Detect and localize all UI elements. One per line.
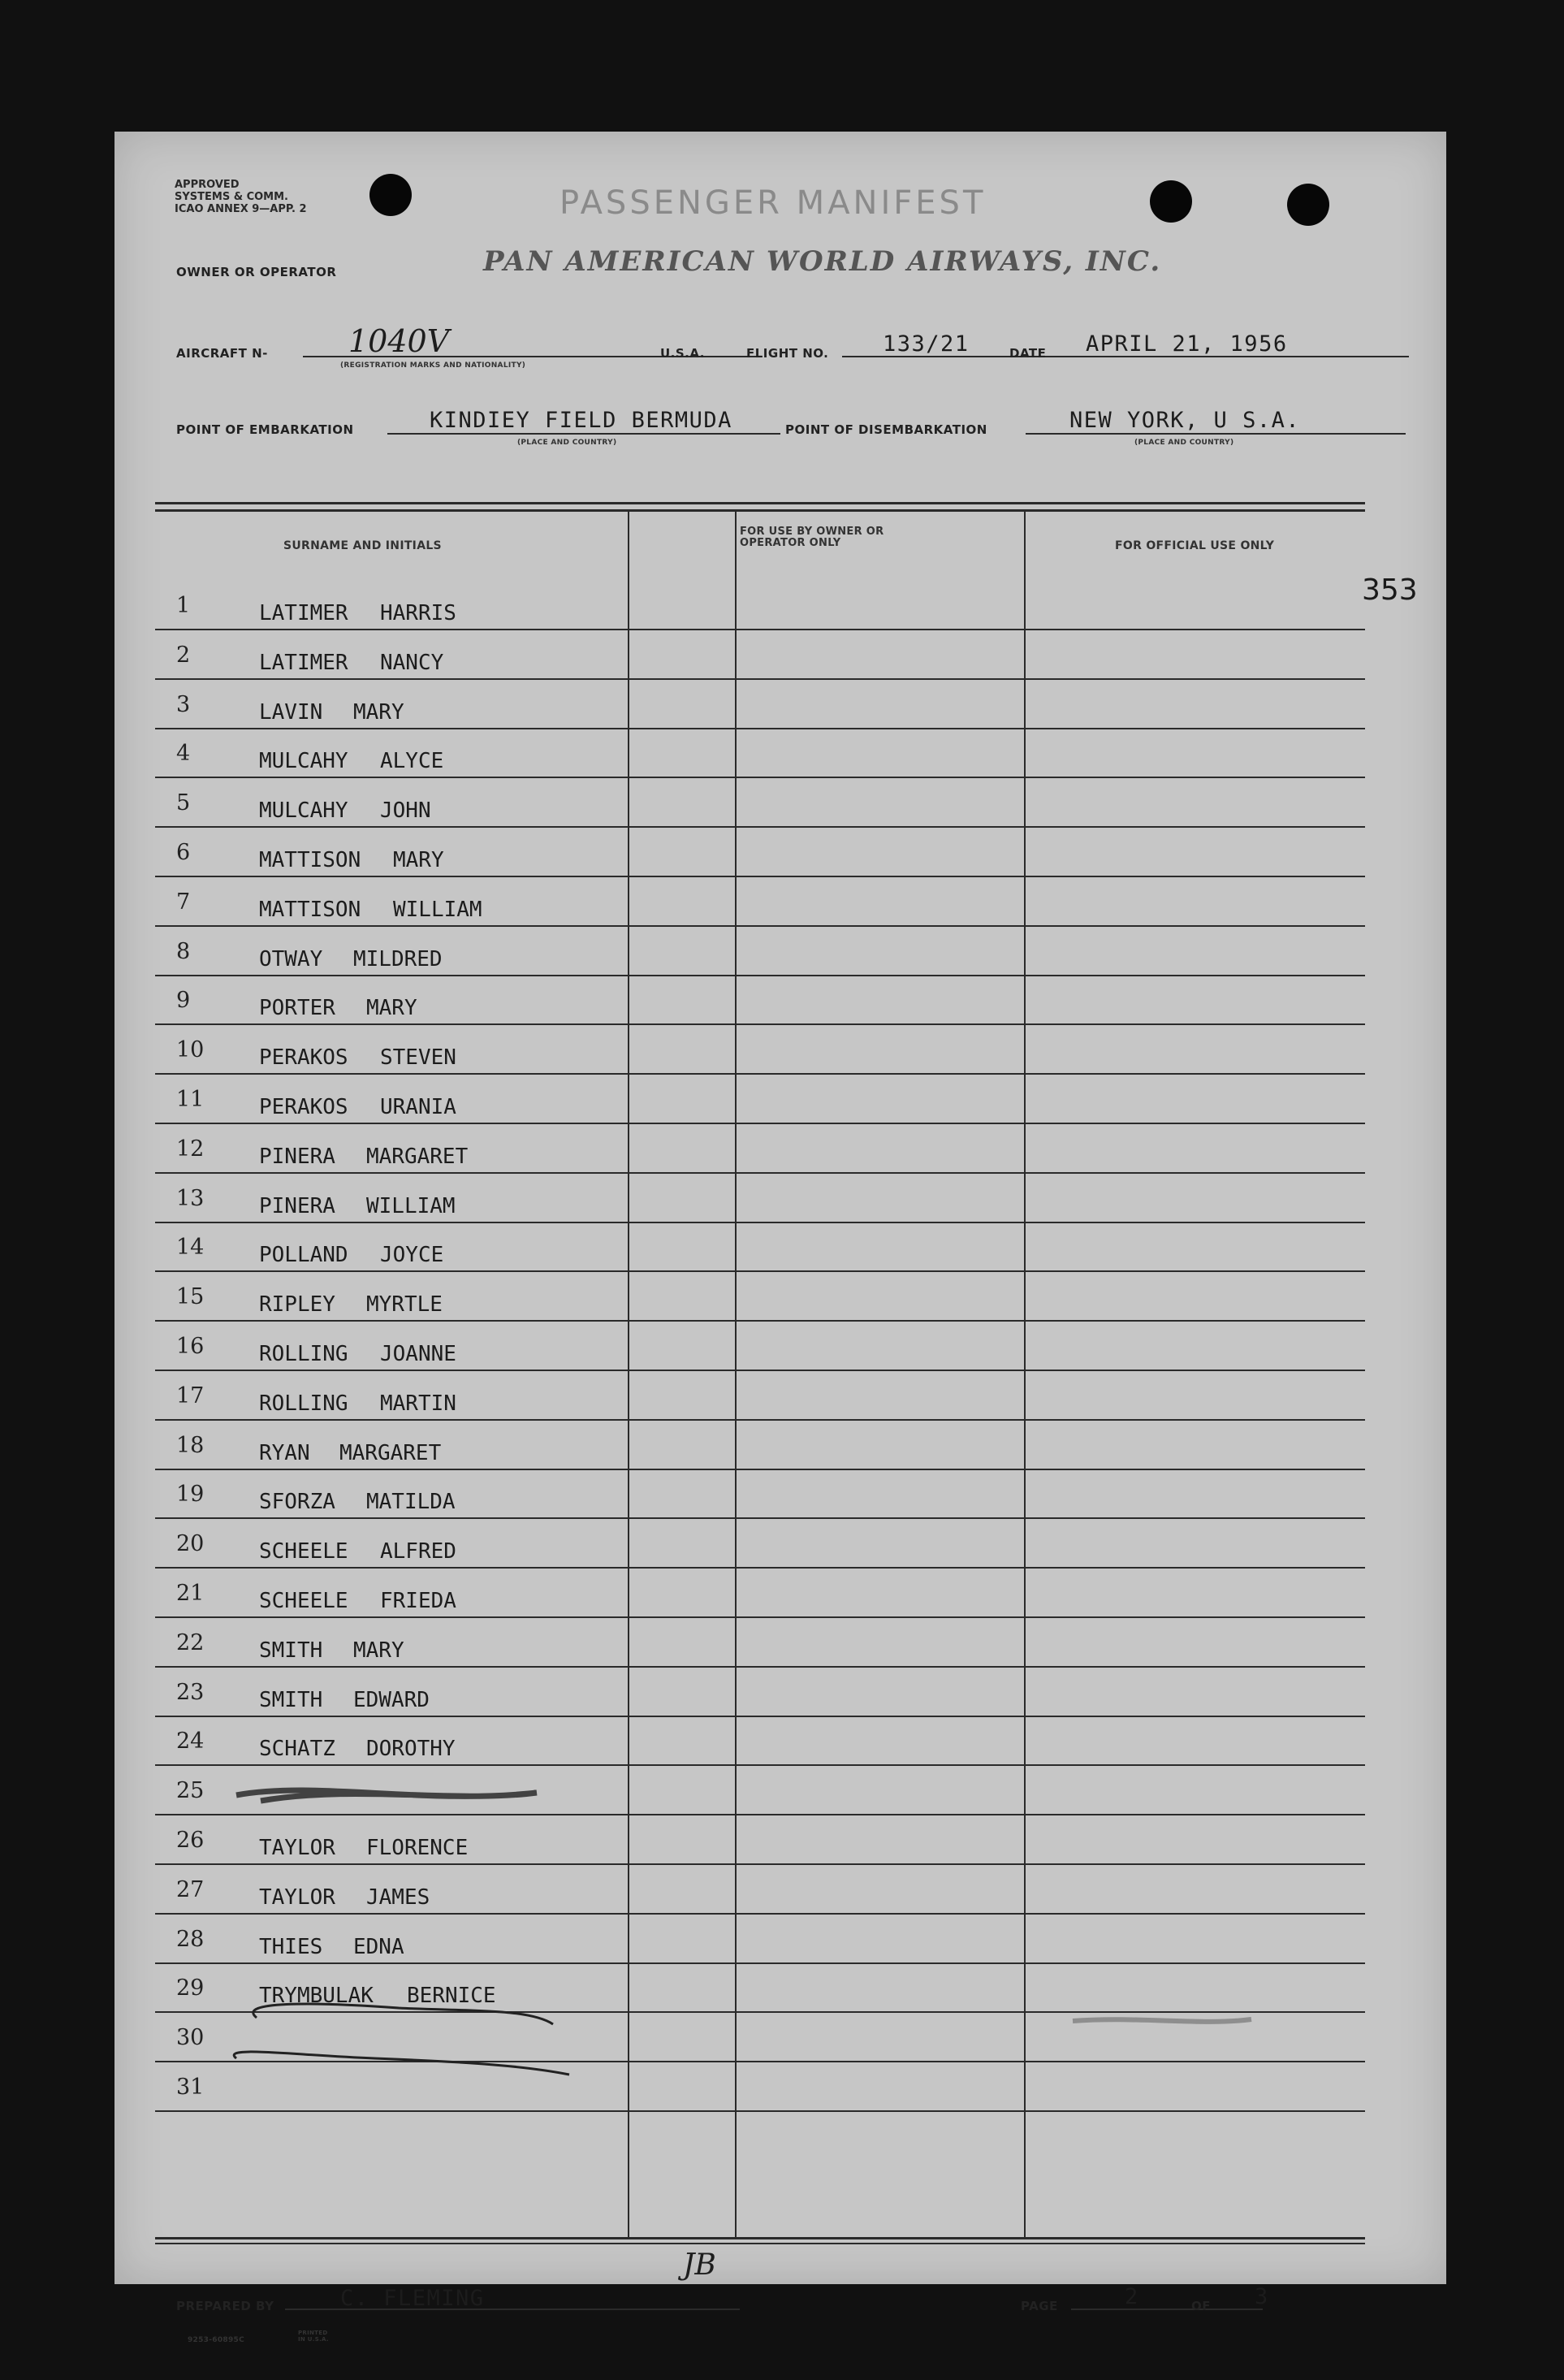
passenger-given-name: JOHN <box>380 798 431 823</box>
column-header-surname: SURNAME AND INITIALS <box>283 539 442 552</box>
margin-note: 353 <box>1362 573 1418 607</box>
embark-label: POINT OF EMBARKATION <box>176 422 354 437</box>
passenger-given-name: NANCY <box>380 651 444 675</box>
date-label: DATE <box>1009 346 1047 361</box>
aircraft-label: AIRCRAFT N- <box>176 346 268 361</box>
passenger-given-name: DOROTHY <box>366 1737 456 1761</box>
passenger-surname: TRYMBULAK <box>259 1984 374 2008</box>
passenger-number: 16 <box>176 1334 205 1359</box>
approval-note: APPROVED SYSTEMS & COMM. ICAO ANNEX 9—APP. 2 <box>175 179 307 215</box>
passenger-surname: TAYLOR <box>259 1836 335 1860</box>
passenger-surname: PERAKOS <box>259 1045 348 1070</box>
page-label: PAGE <box>1021 2299 1058 2313</box>
disembark-value: NEW YORK, U S.A. <box>1069 408 1301 433</box>
passenger-surname: THIES <box>259 1935 323 1959</box>
owner-label: OWNER OR OPERATOR <box>176 265 337 279</box>
form-title: PASSENGER MANIFEST <box>559 184 987 222</box>
column-header-official-use: FOR OFFICIAL USE ONLY <box>1115 539 1275 552</box>
passenger-surname: MULCAHY <box>259 749 348 773</box>
embark-caption: (PLACE AND COUNTRY) <box>517 439 617 447</box>
prepared-initials: JB <box>683 2248 716 2282</box>
passenger-number: 17 <box>176 1383 205 1409</box>
passenger-surname: POLLAND <box>259 1243 348 1267</box>
passenger-number: 5 <box>176 790 191 816</box>
passenger-surname: LAVIN <box>259 700 323 725</box>
passenger-number: 15 <box>176 1284 205 1309</box>
passenger-number: 28 <box>176 1927 205 1952</box>
strikethrough-scribble <box>114 132 1446 2284</box>
passenger-given-name: EDWARD <box>353 1688 430 1712</box>
passenger-number: 24 <box>176 1729 205 1754</box>
passenger-given-name: WILLIAM <box>366 1194 456 1218</box>
page-value: 2 <box>1125 2284 1139 2309</box>
passenger-number: 6 <box>176 840 191 865</box>
passenger-number: 22 <box>176 1630 205 1655</box>
passenger-surname: ROLLING <box>259 1391 348 1416</box>
country-label: U.S.A. <box>660 346 705 361</box>
passenger-number: 13 <box>176 1186 205 1211</box>
passenger-surname: PERAKOS <box>259 1095 348 1119</box>
passenger-surname: TAYLOR <box>259 1885 335 1910</box>
disembark-caption: (PLACE AND COUNTRY) <box>1134 439 1234 447</box>
passenger-given-name: MARY <box>353 1638 404 1663</box>
passenger-given-name: MARGARET <box>366 1145 469 1169</box>
passenger-number: 14 <box>176 1235 205 1260</box>
passenger-number: 21 <box>176 1581 205 1606</box>
passenger-number: 10 <box>176 1037 205 1062</box>
passenger-surname: SFORZA <box>259 1490 335 1514</box>
embark-value: KINDIEY FIELD BERMUDA <box>430 408 732 433</box>
passenger-number: 30 <box>176 2025 205 2050</box>
passenger-given-name: FLORENCE <box>366 1836 469 1860</box>
aircraft-value: 1040V <box>348 323 450 359</box>
passenger-given-name: MARY <box>393 848 444 872</box>
aircraft-caption: (REGISTRATION MARKS AND NATIONALITY) <box>340 361 526 370</box>
passenger-number: 18 <box>176 1433 205 1458</box>
passenger-number: 25 <box>176 1778 205 1803</box>
of-value: 3 <box>1255 2284 1269 2309</box>
passenger-given-name: MYRTLE <box>366 1292 443 1317</box>
passenger-given-name: ALYCE <box>380 749 444 773</box>
date-value: APRIL 21, 1956 <box>1086 331 1288 357</box>
manifest-sheet <box>114 132 1446 2344</box>
passenger-given-name: JOYCE <box>380 1243 444 1267</box>
passenger-number: 31 <box>176 2075 205 2100</box>
passenger-given-name: STEVEN <box>380 1045 456 1070</box>
passenger-surname: LATIMER <box>259 651 348 675</box>
passenger-number: 20 <box>176 1531 205 1556</box>
passenger-surname: LATIMER <box>259 601 348 625</box>
passenger-given-name: ALFRED <box>380 1539 456 1564</box>
owner-value: PAN AMERICAN WORLD AIRWAYS, INC. <box>483 245 1162 278</box>
passenger-number: 2 <box>176 643 191 668</box>
passenger-number: 11 <box>176 1087 205 1112</box>
passenger-number: 9 <box>176 988 191 1013</box>
passenger-surname: SCHATZ <box>259 1737 335 1761</box>
passenger-number: 26 <box>176 1828 205 1853</box>
passenger-number: 1 <box>176 593 191 618</box>
passenger-given-name: MILDRED <box>353 947 443 971</box>
passenger-number: 19 <box>176 1482 205 1507</box>
prepared-label: PREPARED BY <box>176 2299 274 2313</box>
passenger-surname: OTWAY <box>259 947 323 971</box>
passenger-number: 27 <box>176 1877 205 1902</box>
passenger-number: 29 <box>176 1975 205 2001</box>
passenger-number: 4 <box>176 741 191 766</box>
passenger-surname: SCHEELE <box>259 1589 348 1613</box>
passenger-given-name: MARY <box>353 700 404 725</box>
passenger-number: 23 <box>176 1680 205 1705</box>
passenger-given-name: MARTIN <box>380 1391 456 1416</box>
passenger-number: 7 <box>176 889 191 915</box>
passenger-surname: MATTISON <box>259 898 361 922</box>
passenger-surname: SMITH <box>259 1688 323 1712</box>
disembark-label: POINT OF DISEMBARKATION <box>785 422 987 437</box>
passenger-given-name: MARGARET <box>339 1441 442 1465</box>
passenger-surname: RIPLEY <box>259 1292 335 1317</box>
passenger-given-name: JAMES <box>366 1885 430 1910</box>
passenger-given-name: HARRIS <box>380 601 456 625</box>
passenger-surname: RYAN <box>259 1441 310 1465</box>
passenger-surname: PINERA <box>259 1145 335 1169</box>
passenger-number: 8 <box>176 939 191 964</box>
printed-note: PRINTED IN U.S.A. <box>298 2330 329 2343</box>
passenger-surname: ROLLING <box>259 1342 348 1366</box>
passenger-surname: PINERA <box>259 1194 335 1218</box>
passenger-given-name: MATILDA <box>366 1490 456 1514</box>
passenger-given-name: EDNA <box>353 1935 404 1959</box>
passenger-number: 12 <box>176 1136 205 1162</box>
passenger-surname: PORTER <box>259 996 335 1020</box>
passenger-given-name: JOANNE <box>380 1342 456 1366</box>
passenger-surname: SCHEELE <box>259 1539 348 1564</box>
passenger-given-name: BERNICE <box>407 1984 496 2008</box>
passenger-given-name: FRIEDA <box>380 1589 456 1613</box>
of-label: OF <box>1191 2299 1211 2313</box>
passenger-number: 3 <box>176 692 191 717</box>
passenger-surname: MATTISON <box>259 848 361 872</box>
passenger-given-name: MARY <box>366 996 417 1020</box>
flight-label: FLIGHT NO. <box>746 346 829 361</box>
form-number: 9253-60895C <box>188 2336 245 2344</box>
passenger-given-name: WILLIAM <box>393 898 482 922</box>
column-header-owner-use: FOR USE BY OWNER OR OPERATOR ONLY <box>740 526 884 549</box>
flight-value: 133/21 <box>883 331 970 357</box>
passenger-surname: SMITH <box>259 1638 323 1663</box>
passenger-surname: MULCAHY <box>259 798 348 823</box>
prepared-value: C. FLEMING <box>340 2286 485 2311</box>
passenger-given-name: URANIA <box>380 1095 456 1119</box>
